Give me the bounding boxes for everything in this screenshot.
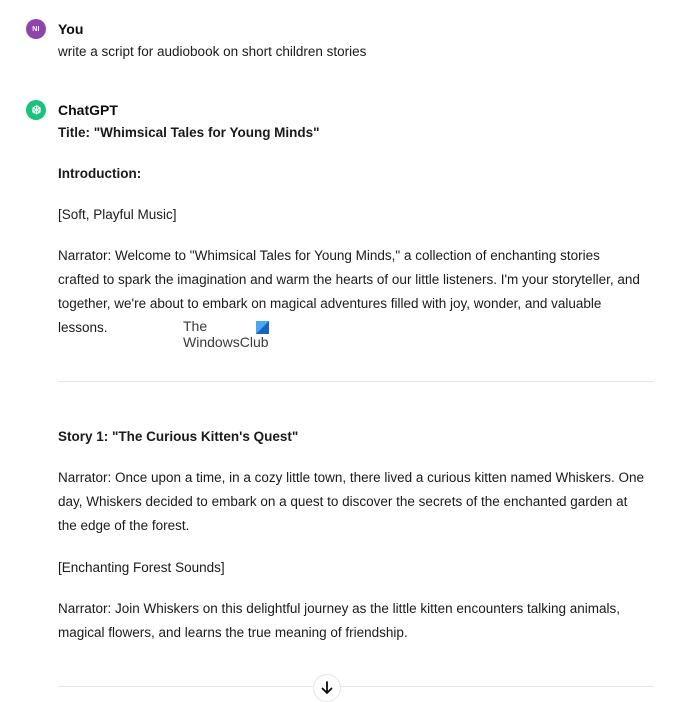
- windowsclub-watermark: [183, 318, 269, 350]
- intro-cue-block: [58, 203, 658, 227]
- watermark-line-2: WindowsClub: [183, 334, 269, 350]
- assistant-message-header: [26, 100, 654, 120]
- assistant-message-body: [58, 121, 658, 145]
- story1-sound-cue: [Enchanting Forest Sounds]: [58, 560, 225, 575]
- story1-section: [58, 425, 658, 449]
- story1-narration2-line-1: Narrator: Join Whiskers on this delightful journey as the little kitten encounters talking animals,: [58, 601, 621, 616]
- user-avatar: [26, 19, 46, 39]
- intro-narration-line-4: lessons.: [58, 320, 108, 335]
- watermark-line-1: The: [183, 318, 208, 334]
- bottom-divider: [58, 686, 654, 687]
- story1-narration-line-2: day, Whiskers decided to embark on a quest to discover the secrets of the enchanted garden at: [58, 494, 628, 509]
- openai-knot-icon: [30, 104, 43, 117]
- story1-narration: [58, 466, 668, 538]
- story1-narration-line-3: the edge of the forest.: [58, 518, 190, 533]
- section-divider: [58, 381, 654, 382]
- intro-narration-line-1: Narrator: Welcome to "Whimsical Tales for Young Minds," a collection of enchanting stories: [58, 248, 600, 263]
- user-author-name: You: [58, 21, 84, 37]
- story1-cue-block: [58, 556, 658, 580]
- story1-narration2-line-2: magical flowers, and learns the true meaning of friendship.: [58, 625, 408, 640]
- user-avatar-initials: NI: [32, 25, 40, 33]
- intro-narration: [58, 244, 668, 340]
- story1-narration-line-1: Narrator: Once upon a time, in a cozy little town, there lived a curious kitten named Whiskers. One: [58, 470, 645, 485]
- intro-narration-line-3: together, we're about to embark on magical adventures filled with joy, wonder, and valuable: [58, 296, 602, 311]
- intro-heading: Introduction:: [58, 166, 142, 181]
- script-title: Title: "Whimsical Tales for Young Minds": [58, 125, 320, 140]
- openai-logo-icon: [26, 100, 46, 120]
- scroll-to-bottom-button[interactable]: [313, 674, 341, 702]
- intro-section: [58, 162, 658, 186]
- assistant-message: [26, 100, 654, 120]
- intro-narration-line-2: crafted to spark the imagination and warm the hearts of our little listeners. I'm your storyteller, and: [58, 272, 640, 287]
- story1-narration-2: [58, 597, 668, 645]
- story1-heading: Story 1: "The Curious Kitten's Quest": [58, 429, 299, 444]
- arrow-down-icon: [321, 681, 333, 695]
- intro-sound-cue: [Soft, Playful Music]: [58, 207, 177, 222]
- assistant-author-name: ChatGPT: [58, 102, 118, 118]
- user-message-header: [26, 19, 654, 39]
- windows-logo-icon: [256, 321, 269, 334]
- user-message-text: write a script for audiobook on short children stories: [58, 44, 367, 59]
- user-message: [26, 19, 654, 62]
